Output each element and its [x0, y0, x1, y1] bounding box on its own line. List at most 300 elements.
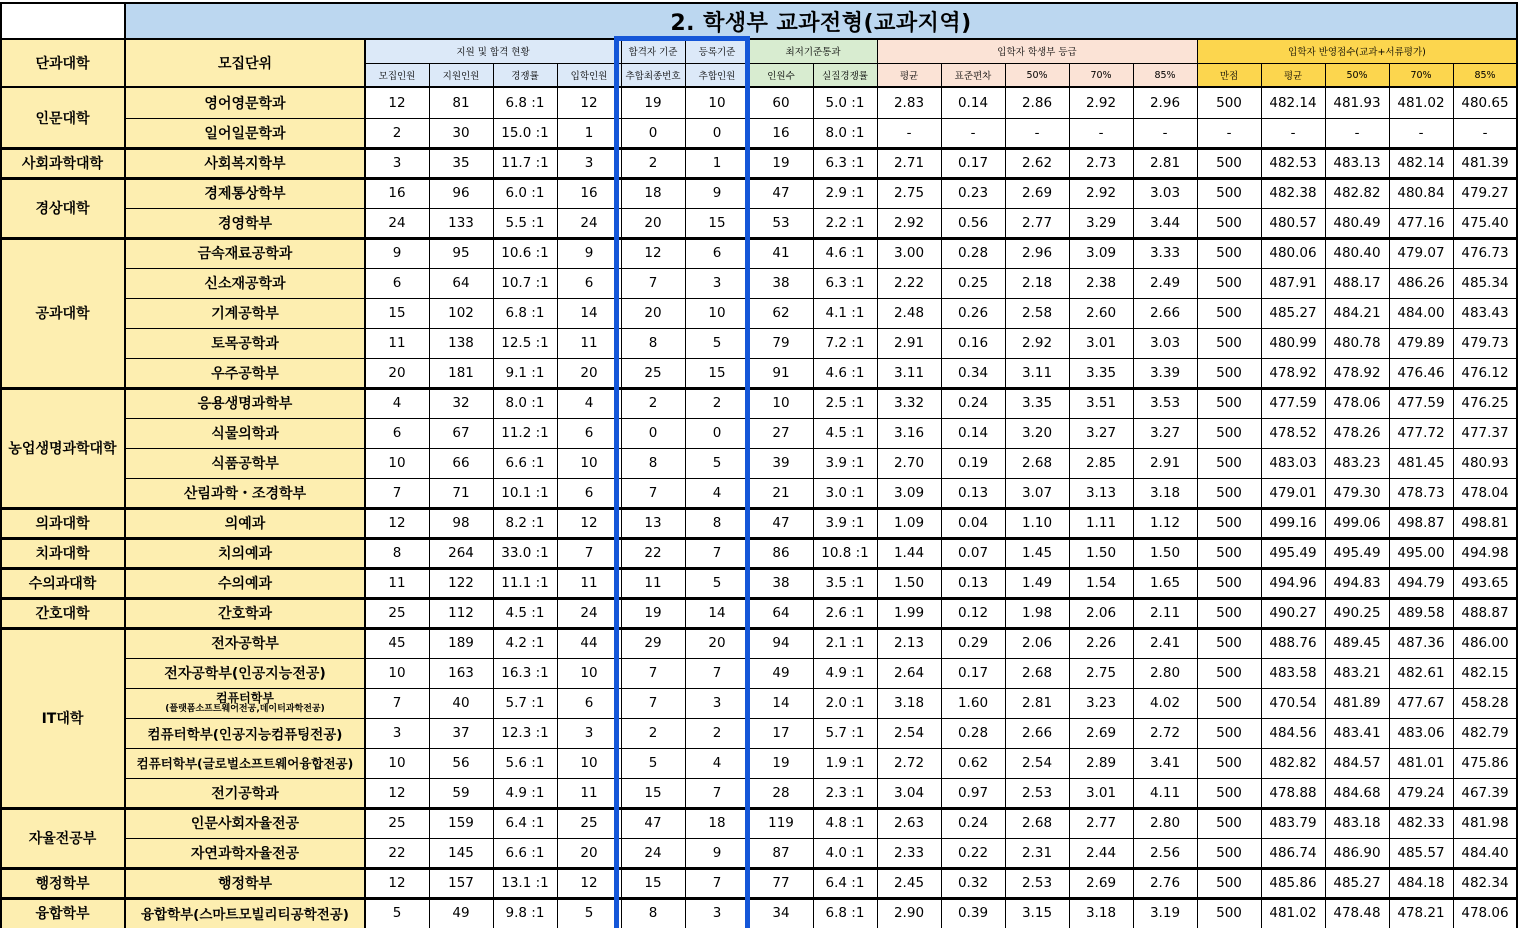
- data-cell: 11.7 :1: [493, 148, 557, 178]
- data-cell: 485.27: [1261, 298, 1325, 328]
- data-cell: 10: [557, 658, 621, 688]
- data-cell: 0.13: [941, 478, 1005, 508]
- data-cell: 10: [557, 748, 621, 778]
- data-cell: 3.03: [1133, 328, 1197, 358]
- data-cell: 488.17: [1325, 268, 1389, 298]
- data-cell: 481.01: [1389, 748, 1453, 778]
- data-cell: 133: [429, 208, 493, 238]
- header-group: 입학자 학생부 등급: [877, 39, 1197, 63]
- data-cell: 483.18: [1325, 808, 1389, 838]
- data-cell: 2.31: [1005, 838, 1069, 868]
- unit-cell: 산림과학・조경학부: [125, 478, 365, 508]
- unit-cell: 사회복지학부: [125, 148, 365, 178]
- data-cell: 478.21: [1389, 898, 1453, 928]
- data-cell: 3.09: [1069, 238, 1133, 268]
- data-cell: 482.82: [1261, 748, 1325, 778]
- college-cell: 농업생명과학대학: [0, 388, 125, 508]
- data-cell: 482.14: [1261, 88, 1325, 118]
- grid-line: [125, 748, 1518, 749]
- college-cell: 인문대학: [0, 88, 125, 148]
- data-cell: 4: [557, 388, 621, 418]
- data-cell: 489.58: [1389, 598, 1453, 628]
- data-cell: 24: [365, 208, 429, 238]
- data-cell: 2.54: [877, 718, 941, 748]
- data-cell: 0.39: [941, 898, 1005, 928]
- data-cell: 40: [429, 688, 493, 718]
- data-cell: 59: [429, 778, 493, 808]
- data-cell: 3.9 :1: [813, 448, 877, 478]
- data-cell: 5: [557, 898, 621, 928]
- data-cell: 10: [685, 88, 749, 118]
- college-cell: 의과대학: [0, 508, 125, 538]
- data-cell: 16: [557, 178, 621, 208]
- data-cell: 18: [685, 808, 749, 838]
- data-cell: 102: [429, 298, 493, 328]
- college-cell: 행정학부: [0, 868, 125, 898]
- data-cell: 478.48: [1325, 898, 1389, 928]
- data-cell: 60: [749, 88, 813, 118]
- grid-line: [0, 177, 1518, 180]
- data-cell: 2: [365, 118, 429, 148]
- data-cell: 12: [365, 508, 429, 538]
- unit-name: 컴퓨터학부: [216, 690, 274, 705]
- data-cell: 477.67: [1389, 688, 1453, 718]
- grid-line: [1069, 63, 1070, 928]
- data-cell: 81: [429, 88, 493, 118]
- data-cell: 2.53: [1005, 778, 1069, 808]
- data-cell: 145: [429, 838, 493, 868]
- data-cell: 7: [621, 658, 685, 688]
- data-cell: 7: [365, 478, 429, 508]
- data-cell: 498.87: [1389, 508, 1453, 538]
- data-cell: 481.93: [1325, 88, 1389, 118]
- data-cell: 3.51: [1069, 388, 1133, 418]
- data-cell: 2.72: [1133, 718, 1197, 748]
- data-cell: 1.9 :1: [813, 748, 877, 778]
- unit-cell: 컴퓨터학부(인공지능컴퓨팅전공): [125, 718, 365, 748]
- data-cell: 488.87: [1453, 598, 1517, 628]
- data-cell: 11: [557, 328, 621, 358]
- data-cell: -: [1261, 118, 1325, 148]
- data-cell: 480.99: [1261, 328, 1325, 358]
- data-cell: 0.56: [941, 208, 1005, 238]
- data-cell: 476.12: [1453, 358, 1517, 388]
- grid-line: [685, 39, 686, 928]
- data-cell: 477.59: [1261, 388, 1325, 418]
- data-cell: 7: [685, 538, 749, 568]
- data-cell: 494.98: [1453, 538, 1517, 568]
- data-cell: 10: [749, 388, 813, 418]
- data-cell: 1.10: [1005, 508, 1069, 538]
- data-cell: 38: [749, 568, 813, 598]
- data-cell: 4.02: [1133, 688, 1197, 718]
- data-cell: 482.33: [1389, 808, 1453, 838]
- data-cell: 5.5 :1: [493, 208, 557, 238]
- data-cell: 495.49: [1325, 538, 1389, 568]
- data-cell: 20: [557, 358, 621, 388]
- data-cell: 44: [557, 628, 621, 658]
- data-cell: 2.22: [877, 268, 941, 298]
- data-cell: 3.11: [877, 358, 941, 388]
- data-cell: 5: [621, 748, 685, 778]
- header-group: 최저기준통과: [749, 39, 877, 63]
- data-cell: 3.53: [1133, 388, 1197, 418]
- data-cell: 4.11: [1133, 778, 1197, 808]
- data-cell: 64: [429, 268, 493, 298]
- data-cell: 2.33: [877, 838, 941, 868]
- data-cell: 479.24: [1389, 778, 1453, 808]
- data-cell: 495.49: [1261, 538, 1325, 568]
- grid-line: [749, 39, 750, 928]
- header-subcolumn: 표준편차: [941, 63, 1005, 87]
- data-cell: 2.06: [1005, 628, 1069, 658]
- data-cell: 3.04: [877, 778, 941, 808]
- data-cell: 14: [557, 298, 621, 328]
- data-cell: 3.18: [877, 688, 941, 718]
- unit-cell: 식품공학부: [125, 448, 365, 478]
- data-cell: 3: [685, 898, 749, 928]
- header-subcolumn: 추합최종번호: [621, 63, 685, 87]
- data-cell: 10: [365, 448, 429, 478]
- data-cell: 485.27: [1325, 868, 1389, 898]
- data-cell: 7: [685, 778, 749, 808]
- data-cell: 2.89: [1069, 748, 1133, 778]
- header-subcolumn: 입학인원: [557, 63, 621, 87]
- grid-line: [125, 418, 1518, 419]
- data-cell: 11: [365, 568, 429, 598]
- data-cell: 98: [429, 508, 493, 538]
- header-subcolumn: 85%: [1133, 63, 1197, 87]
- data-cell: 1: [557, 118, 621, 148]
- data-cell: 476.46: [1389, 358, 1453, 388]
- data-cell: 0: [621, 418, 685, 448]
- data-cell: 485.86: [1261, 868, 1325, 898]
- data-cell: 487.91: [1261, 268, 1325, 298]
- data-cell: 6.3 :1: [813, 268, 877, 298]
- data-cell: 1.50: [1133, 538, 1197, 568]
- data-cell: 12: [557, 88, 621, 118]
- data-cell: 8.2 :1: [493, 508, 557, 538]
- data-cell: 19: [749, 748, 813, 778]
- data-cell: 2.81: [1133, 148, 1197, 178]
- data-cell: 19: [621, 598, 685, 628]
- data-cell: 500: [1197, 448, 1261, 478]
- data-cell: 22: [621, 538, 685, 568]
- data-cell: 17: [749, 718, 813, 748]
- header-unit: 모집단위: [125, 39, 365, 87]
- data-cell: 6: [685, 238, 749, 268]
- data-cell: 3.01: [1069, 778, 1133, 808]
- grid-line: [621, 39, 622, 928]
- data-cell: 34: [749, 898, 813, 928]
- data-cell: 7: [621, 268, 685, 298]
- data-cell: 10: [365, 658, 429, 688]
- data-cell: 25: [621, 358, 685, 388]
- data-cell: 500: [1197, 808, 1261, 838]
- data-cell: 3: [685, 268, 749, 298]
- data-cell: 1.49: [1005, 568, 1069, 598]
- data-cell: 12.5 :1: [493, 328, 557, 358]
- data-cell: 484.00: [1389, 298, 1453, 328]
- header-subcolumn: 85%: [1453, 63, 1517, 87]
- data-cell: 4.8 :1: [813, 808, 877, 838]
- data-cell: 500: [1197, 418, 1261, 448]
- college-cell: 융합학부: [0, 898, 125, 928]
- data-cell: 1.54: [1069, 568, 1133, 598]
- data-cell: 41: [749, 238, 813, 268]
- data-cell: 500: [1197, 778, 1261, 808]
- data-cell: 481.98: [1453, 808, 1517, 838]
- data-cell: 56: [429, 748, 493, 778]
- header-subcolumn: 50%: [1325, 63, 1389, 87]
- data-cell: 22: [365, 838, 429, 868]
- data-cell: 3.11: [1005, 358, 1069, 388]
- data-cell: 495.00: [1389, 538, 1453, 568]
- data-cell: 486.90: [1325, 838, 1389, 868]
- unit-cell: 토목공학과: [125, 328, 365, 358]
- data-cell: 479.01: [1261, 478, 1325, 508]
- page-title: 2. 학생부 교과전형(교과지역): [125, 3, 1517, 39]
- data-cell: 6: [365, 418, 429, 448]
- data-cell: 485.57: [1389, 838, 1453, 868]
- data-cell: 15: [685, 358, 749, 388]
- data-cell: 484.57: [1325, 748, 1389, 778]
- data-cell: 9: [557, 238, 621, 268]
- data-cell: 138: [429, 328, 493, 358]
- grid-line: [0, 237, 1518, 240]
- grid-line: [557, 63, 558, 928]
- data-cell: 12: [365, 868, 429, 898]
- data-cell: 2.6 :1: [813, 598, 877, 628]
- data-cell: 2.77: [1005, 208, 1069, 238]
- data-cell: 2.2 :1: [813, 208, 877, 238]
- data-cell: 15: [621, 868, 685, 898]
- college-cell: 치과대학: [0, 538, 125, 568]
- grid-line: [125, 328, 1518, 329]
- header-subcolumn: 인원수: [749, 63, 813, 87]
- data-cell: 3.39: [1133, 358, 1197, 388]
- data-cell: 21: [749, 478, 813, 508]
- data-cell: 5: [685, 448, 749, 478]
- data-cell: 33.0 :1: [493, 538, 557, 568]
- data-cell: 500: [1197, 568, 1261, 598]
- data-cell: 18: [621, 178, 685, 208]
- data-cell: 1.50: [877, 568, 941, 598]
- unit-cell: 인문사회자율전공: [125, 808, 365, 838]
- data-cell: 6: [557, 688, 621, 718]
- data-cell: 479.89: [1389, 328, 1453, 358]
- data-cell: 500: [1197, 868, 1261, 898]
- header-subcolumn: 평균: [1261, 63, 1325, 87]
- data-cell: 483.23: [1325, 448, 1389, 478]
- data-cell: 6.6 :1: [493, 838, 557, 868]
- unit-cell: 전기공학과: [125, 778, 365, 808]
- data-cell: 7: [685, 658, 749, 688]
- data-cell: 53: [749, 208, 813, 238]
- data-cell: 482.38: [1261, 178, 1325, 208]
- data-cell: 49: [429, 898, 493, 928]
- data-cell: 4: [365, 388, 429, 418]
- grid-line: [1005, 63, 1006, 928]
- grid-line: [0, 597, 1518, 600]
- data-cell: 479.27: [1453, 178, 1517, 208]
- data-cell: 482.61: [1389, 658, 1453, 688]
- data-cell: 484.68: [1325, 778, 1389, 808]
- data-cell: 0.34: [941, 358, 1005, 388]
- data-cell: 485.34: [1453, 268, 1517, 298]
- data-cell: 47: [749, 178, 813, 208]
- data-cell: 1.99: [877, 598, 941, 628]
- grid-line: [364, 39, 366, 928]
- data-cell: 5.6 :1: [493, 748, 557, 778]
- data-cell: 477.16: [1389, 208, 1453, 238]
- data-cell: 487.36: [1389, 628, 1453, 658]
- data-cell: 2.80: [1133, 808, 1197, 838]
- data-cell: 3.00: [877, 238, 941, 268]
- data-cell: 4.2 :1: [493, 628, 557, 658]
- grid-line: [125, 838, 1518, 839]
- data-cell: 15: [621, 778, 685, 808]
- data-cell: 0.97: [941, 778, 1005, 808]
- data-cell: 20: [621, 208, 685, 238]
- data-cell: 500: [1197, 298, 1261, 328]
- data-cell: 2.62: [1005, 148, 1069, 178]
- grid-line: [0, 2, 1518, 4]
- data-cell: 3.5 :1: [813, 568, 877, 598]
- data-cell: 64: [749, 598, 813, 628]
- data-cell: 3.15: [1005, 898, 1069, 928]
- data-cell: 24: [557, 598, 621, 628]
- data-cell: 0.12: [941, 598, 1005, 628]
- data-cell: 2.85: [1069, 448, 1133, 478]
- grid-line: [125, 658, 1518, 659]
- data-cell: 482.14: [1389, 148, 1453, 178]
- data-cell: 0.62: [941, 748, 1005, 778]
- data-cell: 0.07: [941, 538, 1005, 568]
- data-cell: 3.20: [1005, 418, 1069, 448]
- data-cell: 480.06: [1261, 238, 1325, 268]
- header-college: 단과대학: [0, 39, 125, 87]
- data-cell: 7.2 :1: [813, 328, 877, 358]
- data-cell: 9: [365, 238, 429, 268]
- grid-line: [493, 63, 494, 928]
- header-group: 합격자 기준: [621, 39, 685, 63]
- data-cell: 484.21: [1325, 298, 1389, 328]
- data-cell: 3.44: [1133, 208, 1197, 238]
- data-cell: 500: [1197, 268, 1261, 298]
- data-cell: 478.73: [1389, 478, 1453, 508]
- data-cell: 481.45: [1389, 448, 1453, 478]
- data-cell: 1.12: [1133, 508, 1197, 538]
- data-cell: 479.30: [1325, 478, 1389, 508]
- data-cell: 4: [685, 478, 749, 508]
- data-cell: 486.74: [1261, 838, 1325, 868]
- data-cell: 3.09: [877, 478, 941, 508]
- data-cell: 500: [1197, 328, 1261, 358]
- unit-cell: 컴퓨터학부(글로벌소프트웨어융합전공): [125, 748, 365, 778]
- data-cell: 29: [621, 628, 685, 658]
- data-cell: 2.96: [1005, 238, 1069, 268]
- data-cell: 112: [429, 598, 493, 628]
- unit-cell: 우주공학부: [125, 358, 365, 388]
- data-cell: 500: [1197, 358, 1261, 388]
- data-cell: 0.14: [941, 88, 1005, 118]
- data-cell: 2.56: [1133, 838, 1197, 868]
- data-cell: 1.44: [877, 538, 941, 568]
- data-cell: 500: [1197, 538, 1261, 568]
- data-cell: 2.90: [877, 898, 941, 928]
- data-cell: 0.17: [941, 658, 1005, 688]
- data-cell: 1.50: [1069, 538, 1133, 568]
- data-cell: 157: [429, 868, 493, 898]
- data-cell: 87: [749, 838, 813, 868]
- data-cell: 0.28: [941, 718, 1005, 748]
- data-cell: 12: [365, 88, 429, 118]
- data-cell: 467.39: [1453, 778, 1517, 808]
- data-cell: 71: [429, 478, 493, 508]
- data-cell: 11: [557, 568, 621, 598]
- data-cell: 10.1 :1: [493, 478, 557, 508]
- data-cell: -: [1005, 118, 1069, 148]
- unit-cell: 전자공학부(인공지능전공): [125, 658, 365, 688]
- data-cell: 25: [365, 598, 429, 628]
- data-cell: 32: [429, 388, 493, 418]
- data-cell: 2: [685, 388, 749, 418]
- data-cell: 14: [749, 688, 813, 718]
- grid-line: [0, 537, 1518, 540]
- data-cell: 2.68: [1005, 808, 1069, 838]
- data-cell: 3.33: [1133, 238, 1197, 268]
- data-cell: 0: [685, 118, 749, 148]
- data-cell: 6.0 :1: [493, 178, 557, 208]
- data-cell: 95: [429, 238, 493, 268]
- data-cell: 8: [621, 448, 685, 478]
- data-cell: 1.11: [1069, 508, 1133, 538]
- data-cell: 28: [749, 778, 813, 808]
- data-cell: 12: [557, 868, 621, 898]
- data-cell: 483.13: [1325, 148, 1389, 178]
- data-cell: 0.32: [941, 868, 1005, 898]
- data-cell: 13.1 :1: [493, 868, 557, 898]
- data-cell: 500: [1197, 178, 1261, 208]
- data-cell: 3.35: [1005, 388, 1069, 418]
- grid-line: [1325, 63, 1326, 928]
- data-cell: 10.7 :1: [493, 268, 557, 298]
- data-cell: 2.75: [877, 178, 941, 208]
- data-cell: 2.68: [1005, 658, 1069, 688]
- data-cell: 9: [685, 838, 749, 868]
- data-cell: 2: [621, 718, 685, 748]
- data-cell: -: [1325, 118, 1389, 148]
- data-cell: 10: [365, 748, 429, 778]
- unit-cell: 융합학부(스마트모빌리티공학전공): [125, 898, 365, 928]
- grid-line: [125, 688, 1518, 689]
- data-cell: 3.07: [1005, 478, 1069, 508]
- data-cell: 2.91: [877, 328, 941, 358]
- data-cell: 483.03: [1261, 448, 1325, 478]
- data-cell: 500: [1197, 898, 1261, 928]
- grid-line: [125, 718, 1518, 719]
- data-cell: 2.38: [1069, 268, 1133, 298]
- data-cell: 27: [749, 418, 813, 448]
- data-cell: 500: [1197, 148, 1261, 178]
- data-cell: 189: [429, 628, 493, 658]
- data-cell: 478.26: [1325, 418, 1389, 448]
- title-left-blank: [0, 3, 125, 39]
- data-cell: 3.18: [1069, 898, 1133, 928]
- grid-line: [125, 118, 1518, 119]
- unit-cell: 응용생명과학부: [125, 388, 365, 418]
